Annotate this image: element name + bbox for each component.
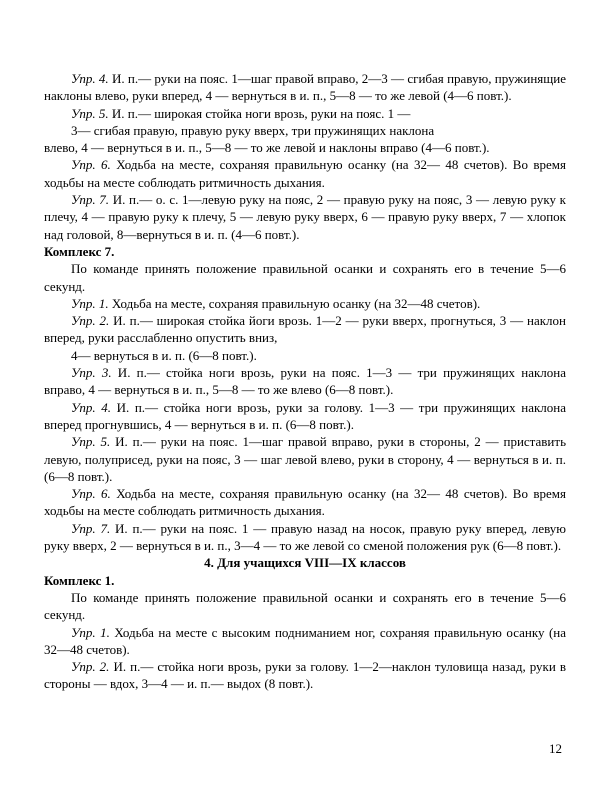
exercise-paragraph — [44, 658, 566, 693]
page-content — [44, 70, 566, 693]
exercise-text: И. п.— руки на пояс. 1 — правую назад на носок, правую руку вперед, левую руку вверх, 2 — вернуться в и. п., 3—4 — то же левой со сменой положения рук (6—8 повт.). — [44, 520, 566, 554]
exercise-text: 3— сгибая правую, правую руку вверх, три пружинящих наклона — [71, 122, 435, 138]
exercise-label: Упр. 7. — [71, 520, 111, 536]
exercise-label: Упр. 4. — [71, 71, 109, 86]
exercise-label: Упр. 7. — [71, 192, 110, 208]
exercise-paragraph — [44, 364, 566, 399]
exercise-text: И. п.— стойка ноги врозь, руки за голову. 1—2—наклон туловища назад, руки в стороны — вдох, 3—4 — и. п.— выдох (8 повт.). — [44, 659, 566, 692]
section-heading: 4. Для учащихся VIII—IX классов — [204, 555, 406, 571]
exercise-text: влево, 4 — вернуться в и. п., 5—8 — то же левой и наклоны вправо (4—6 повт.). — [44, 140, 490, 156]
exercise-paragraph — [44, 70, 566, 105]
exercise-text: И. п.— широкая стойка йоги врозь. 1—2 — руки вверх, прогнуться, 3 — наклон вперед, руки расслабленно опустить вниз, — [44, 313, 566, 346]
exercise-label: Упр. 5. — [71, 105, 109, 121]
exercise-text: Ходьба на месте с высоким подниманием ног, сохраняя правильную осанку (на 32—48 счетов). — [44, 624, 566, 657]
exercise-paragraph — [44, 156, 566, 191]
exercise-label: Упр. 6. — [71, 157, 111, 173]
exercise-paragraph — [44, 399, 566, 434]
exercise-paragraph — [44, 520, 566, 555]
exercise-label: Упр. 1. — [71, 624, 110, 640]
exercise-paragraph — [44, 485, 566, 520]
exercise-label: Упр. 1. — [71, 295, 109, 311]
exercise-line — [44, 105, 566, 122]
exercise-text: Ходьба на месте, сохраняя правильную осанку (на 32—48 счетов). — [108, 295, 481, 311]
exercise-paragraph — [44, 295, 566, 312]
exercise-text: 4— вернуться в и. п. (6—8 повт.). — [71, 347, 257, 363]
exercise-label: Упр. 3. — [71, 365, 112, 381]
exercise-text: И. п.— широкая стойка ноги врозь, руки на пояс. 1 — — [108, 105, 411, 121]
exercise-paragraph — [44, 312, 566, 347]
complex-heading: Комплекс 1. — [44, 572, 115, 588]
exercise-text: И. п.— стойка ноги врозь, руки на пояс. 1—3 — три пружинящих наклона вправо, 4 — вернуться в и. п., 5—8 — то же влево (6—8 повт.). — [44, 365, 566, 398]
exercise-paragraph — [44, 433, 566, 485]
exercise-text: И. п.— стойка ноги врозь, руки за голову. 1—3 — три пружинящих наклона вперед прогнувшись, 4 — вернуться в и. п. (6—8 повт.). — [44, 399, 567, 432]
instruction-paragraph: По команде принять положение правильной осанки и сохранять его в течение 5—6 секунд. — [44, 589, 566, 623]
exercise-line — [44, 347, 566, 364]
exercise-text: И. п.— руки на пояс. 1—шаг правой вправо, 2—3 — сгибая правую, пружинящие наклоны влево, руки вперед, 4 — вернуться в и. п., 5—8 — то же левой (4—6 повт.). — [44, 71, 566, 104]
exercise-label: Упр. 2. — [71, 313, 110, 329]
exercise-label: Упр. 2. — [71, 659, 110, 675]
exercise-line — [44, 139, 566, 156]
exercise-text: И. п.— о. с. 1—левую руку на пояс, 2 — правую руку на пояс, 3 — левую руку к плечу, 4 — правую руку к плечу, 5 — левую руку вверх, 6 — правую руку вверх, 7 — хлопок над головой, 8—вернуться в и. п. (4—6 повт.). — [44, 192, 566, 242]
exercise-text: И. п.— руки на пояс. 1—шаг правой вправо, руки в стороны, 2 — приставить левую, полуприсед, руки на пояс, 3 — шаг левой влево, руки в сторону, 4 — вернуться в и. п. (6—8 повт.). — [44, 434, 567, 484]
exercise-label: Упр. 6. — [71, 486, 111, 502]
instruction-paragraph: По команде принять положение правильной осанки и сохранять его в течение 5—6 секунд. — [44, 261, 566, 294]
exercise-text: Ходьба на месте, сохраняя правильную осанку (на 32— 48 счетов). Во время ходьбы на месте соблюдать ритмичность дыхания. — [44, 486, 566, 519]
exercise-label: Упр. 4. — [71, 399, 111, 415]
exercise-line — [44, 122, 566, 139]
exercise-paragraph — [44, 191, 566, 243]
exercise-label: Упр. 5. — [71, 434, 111, 450]
page-number: 12 — [549, 741, 562, 756]
exercise-text: Ходьба на месте, сохраняя правильную осанку (на 32— 48 счетов). Во время ходьбы на месте соблюдать ритмичность дыхания. — [44, 157, 566, 190]
complex-heading: Комплекс 7. — [44, 243, 115, 259]
exercise-paragraph — [44, 624, 566, 659]
